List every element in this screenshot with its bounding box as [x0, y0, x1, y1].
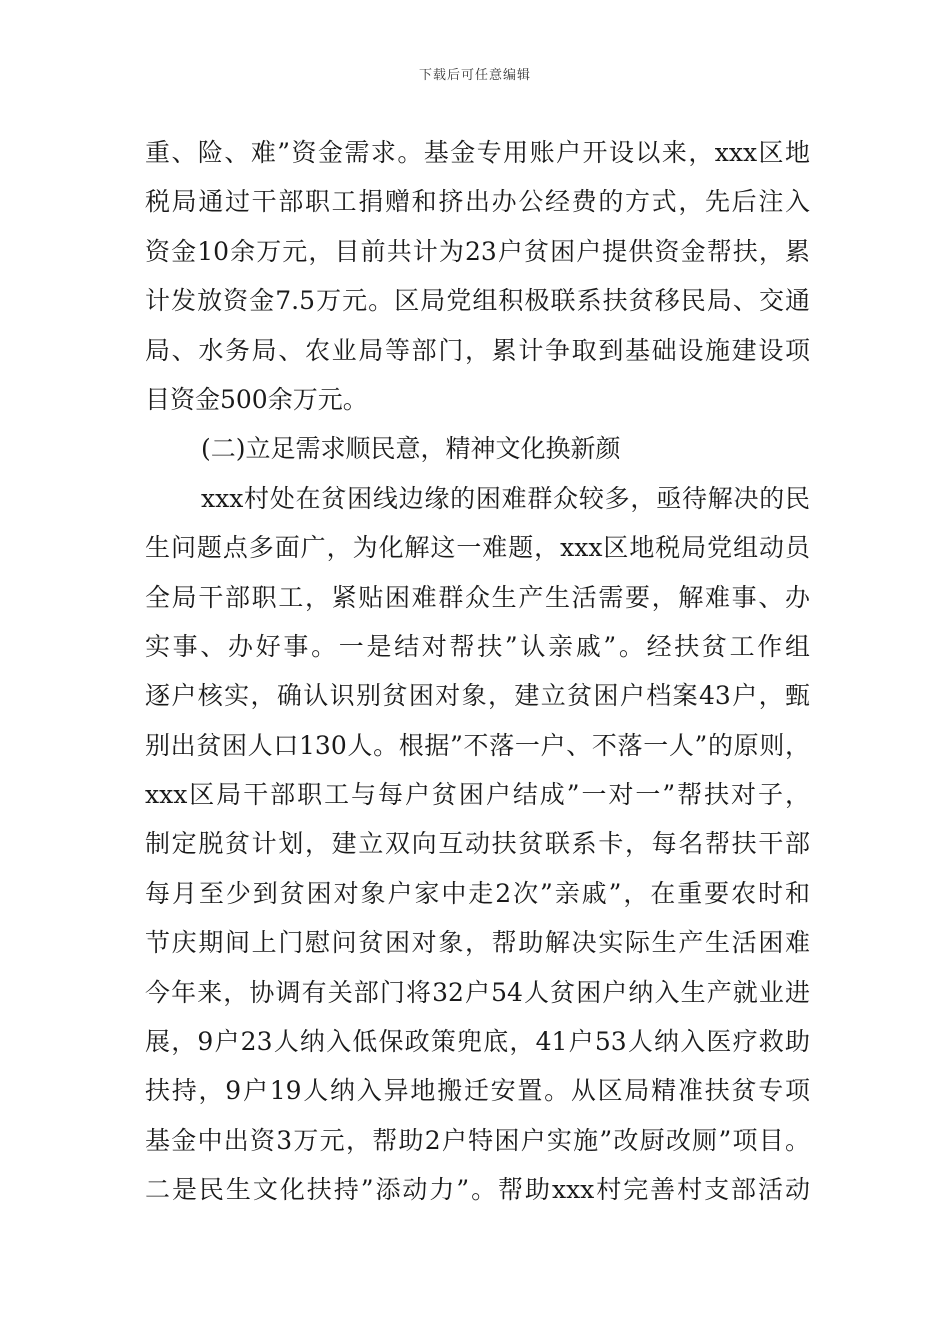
text-line: 节庆期间上门慰问贫困对象，帮助解决实际生产生活困难: [145, 928, 810, 958]
text-line: 税局通过干部职工捐赠和挤出办公经费的方式，先后注入: [145, 187, 810, 217]
page-header: 下载后可任意编辑: [418, 68, 531, 83]
text-line: xxx区局干部职工与每户贫困户结成”一对一”帮扶对子，: [145, 780, 810, 810]
text-line: 今年来，协调有关部门将32户54人贫困户纳入生产就业进: [145, 977, 810, 1007]
text-line: 二是民生文化扶持”添动力”。帮助xxx村完善村支部活动: [145, 1175, 810, 1205]
text-line: 全局干部职工，紧贴困难群众生产生活需要，解难事、办: [145, 582, 810, 612]
text-line: 资金10余万元，目前共计为23户贫困户提供资金帮扶，累: [145, 236, 810, 266]
text-line: 实事、办好事。一是结对帮扶”认亲戚”。经扶贫工作组: [145, 631, 810, 661]
document-body: [145, 128, 810, 1215]
text-line: xxx村处在贫困线边缘的困难群众较多，亟待解决的民: [201, 483, 810, 513]
text-line: 展，9户23人纳入低保政策兜底，41户53人纳入医疗救助: [145, 1027, 810, 1057]
text-line: 基金中出资3万元，帮助2户特困户实施”改厨改厕”项目。: [145, 1125, 810, 1155]
text-line: 别出贫困人口130人。根据”不落一户、不落一人”的原则，: [145, 730, 810, 760]
text-line: 制定脱贫计划，建立双向互动扶贫联系卡，每名帮扶干部: [145, 829, 810, 859]
text-line: 局、水务局、农业局等部门，累计争取到基础设施建设项: [145, 335, 810, 365]
text-line: 重、险、难”资金需求。基金专用账户开设以来，xxx区地: [145, 138, 810, 167]
text-line: 目资金500余万元。: [145, 384, 368, 414]
text-line: 生问题点多面广，为化解这一难题，xxx区地税局党组动员: [145, 533, 810, 563]
section-heading: (二)立足需求顺民意，精神文化换新颜: [201, 434, 621, 464]
text-line: 计发放资金7.5万元。区局党组积极联系扶贫移民局、交通: [145, 286, 810, 316]
text-line: 逐户核实，确认识别贫困对象，建立贫困户档案43户，甄: [145, 681, 810, 711]
text-line: 扶持，9户19人纳入异地搬迁安置。从区局精准扶贫专项: [145, 1076, 810, 1106]
text-line: 每月至少到贫困对象户家中走2次”亲戚”，在重要农时和: [145, 878, 810, 908]
